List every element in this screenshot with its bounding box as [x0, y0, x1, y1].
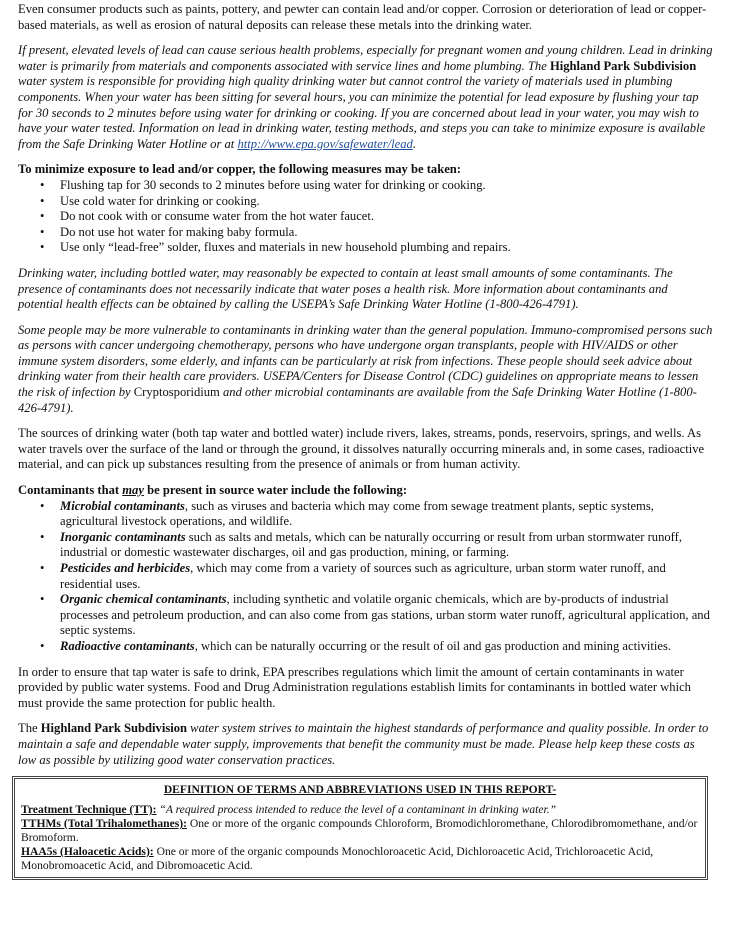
list-item-text: Flushing tap for 30 seconds to 2 minutes before using water for drinking or cooking.	[60, 177, 486, 192]
contaminant-description: , such as viruses and bacteria which may come from sewage treatment plants, septic systems, agricultural livestock operations, and wildlife.	[60, 498, 654, 529]
definition-label: TTHMs (Total Trihalomethanes):	[21, 817, 187, 830]
paragraph-conservation	[18, 721, 715, 768]
definition-label: HAA5s (Haloacetic Acids):	[21, 845, 154, 858]
contaminants-list	[18, 499, 715, 655]
bullet-icon: •	[40, 498, 45, 513]
bullet-icon: •	[40, 592, 45, 607]
list-item	[18, 240, 715, 256]
bullet-icon: •	[40, 177, 45, 192]
contaminant-term: Organic chemical contaminants	[60, 592, 227, 607]
definition-text: One or more of the organic compounds Monochloroacetic Acid, Dichloroacetic Acid, Trichloroacetic Acid, Monobromoacetic Acid, and Dibromoacetic Acid.	[21, 845, 654, 872]
contaminant-description: , which can be naturally occurring or the result of oil and gas production and mining activities.	[194, 638, 672, 653]
bullet-icon: •	[40, 529, 45, 544]
list-item-text: Use only “lead-free” solder, fluxes and materials in new household plumbing and repairs.	[60, 240, 511, 255]
system-name: Highland Park Subdivision	[40, 721, 188, 736]
contaminant-term: Inorganic contaminants	[60, 529, 186, 544]
list-item-text: Do not use hot water for making baby formula.	[60, 224, 298, 239]
list-item-text: Do not cook with or consume water from the hot water faucet.	[60, 209, 375, 224]
definition-label: Treatment Technique (TT):	[21, 803, 157, 816]
contaminant-description: , including synthetic and volatile organic chemicals, which are by-products of industrial processes and petroleum production, and can also come from gas stations, urban storm water runoff, agricultural application, and septic systems.	[60, 592, 710, 638]
text-span: be present in source water include the following:	[143, 483, 408, 498]
text-span: water system strives to maintain the highest standards of performance and quality possible. In order to maintain a safe and dependable water supply, improvements that benefit the community must be made. Please help keep these costs as low as possible by utilizing good water conservation practices.	[18, 721, 709, 767]
bullet-icon: •	[40, 209, 45, 224]
definitions-box	[12, 776, 708, 880]
contaminant-term: Microbial contaminants	[60, 498, 185, 513]
contaminant-description: , which may come from a variety of sources such as agriculture, urban storm water runoff, and residential uses.	[60, 561, 666, 591]
bullet-icon: •	[40, 193, 45, 208]
text-span: Contaminants that	[18, 483, 123, 498]
bullet-icon: •	[40, 240, 45, 255]
list-item-text: Use cold water for drinking or cooking.	[60, 193, 260, 208]
contaminant-description: such as salts and metals, which can be naturally occurring or result from urban stormwater runoff, industrial or domestic wastewater discharges, oil and gas production, mining, or farming.	[60, 529, 682, 560]
definition-tthm	[21, 817, 699, 845]
paragraph-lead-health	[18, 43, 715, 152]
list-item	[18, 178, 715, 194]
paragraph-bottled-water: Drinking water, including bottled water, may reasonably be expected to contain at least small amounts of some contaminants. The presence of contaminants does not necessarily indicate that water poses a health risk. More information about contaminants and potential health effects can be obtained by calling the USEPA’s Safe Drinking Water Hotline (1-800-426-4791).	[18, 265, 673, 312]
organism-name: Cryptosporidium	[133, 385, 220, 400]
paragraph-water-sources: The sources of drinking water (both tap water and bottled water) include rivers, lakes, streams, ponds, reservoirs, springs, and wells. As water travels over the surface of the land or through the ground, it dissolves naturally occurring minerals and, in some cases, radioactive material, and can pick up substances resulting from the presence of animals or from human activity.	[18, 426, 705, 472]
bullet-icon: •	[40, 638, 45, 653]
epa-lead-link[interactable]: http://www.epa.gov/safewater/lead	[237, 136, 413, 151]
list-item	[18, 499, 715, 530]
system-name: Highland Park Subdivision	[549, 58, 697, 73]
definitions-title: DEFINITION OF TERMS AND ABBREVIATIONS USED IN THIS REPORT-	[163, 783, 557, 796]
text-span: Some people may be more vulnerable to contaminants in drinking water than the general population. Immuno-compromised persons such as persons with cancer undergoing chemotherapy, persons who have undergone organ transplants, people with HIV/AIDS or other immune system disorders, some elderly, and infants can be particularly at risk from infections. These people should seek advice about drinking water from their health care providers. USEPA/Centers for Disease Control (CDC) guidelines on appropriate means to lessen the risk of infection by	[18, 322, 713, 400]
definition-haa5	[21, 845, 699, 873]
definition-text: “A required process intended to reduce the level of a contaminant in drinking water.”	[156, 803, 557, 816]
list-item	[18, 225, 715, 241]
list-item	[18, 561, 715, 592]
list-item	[18, 530, 715, 561]
text-span: and other microbial contaminants are available from the Safe Drinking Water Hotline (1-800-426-4791).	[18, 385, 697, 415]
contaminant-term: Radioactive contaminants	[60, 638, 195, 653]
lead-measures-heading: To minimize exposure to lead and/or copper, the following measures may be taken:	[18, 162, 461, 177]
definition-text: One or more of the organic compounds Chloroform, Bromodichloromethane, Chlorodibromomethane, and/or Bromoform.	[21, 817, 698, 844]
list-item	[18, 209, 715, 225]
bullet-icon: •	[40, 561, 45, 575]
text-span: The	[18, 721, 41, 736]
list-item	[18, 592, 715, 639]
paragraph-vulnerable-persons	[18, 323, 715, 417]
text-span: If present, elevated levels of lead can cause serious health problems, especially for pregnant women and young children. Lead in drinking water is primarily from materials and components associated with service lines and home plumbing. The	[18, 43, 713, 73]
text-span: .	[412, 136, 416, 151]
paragraph-epa-regulations: In order to ensure that tap water is safe to drink, EPA prescribes regulations which limit the amount of certain contaminants in water provided by public water systems. Food and Drug Administration regulations establish limits for contaminants in bottled water which must provide the same protection for public health.	[18, 664, 691, 710]
emphasis-may: may	[122, 483, 144, 498]
list-item	[18, 194, 715, 210]
contaminant-term: Pesticides and herbicides	[60, 561, 191, 575]
paragraph-lead-copper-sources: Even consumer products such as paints, pottery, and pewter can contain lead and/or copper. Corrosion or deterioration of lead or copper-based materials, as well as erosion of natural deposits can release these metals into the drinking water.	[18, 2, 707, 32]
lead-measures-list	[18, 178, 715, 256]
report-page	[18, 2, 715, 778]
contaminants-heading	[18, 483, 715, 499]
definition-tt	[21, 803, 699, 817]
bullet-icon: •	[40, 224, 45, 239]
text-span: water system is responsible for providing high quality drinking water but cannot control the variety of materials used in plumbing components. When your water has been sitting for several hours, you can minimize the potential for lead exposure by flushing your tap for 30 seconds to 2 minutes before using water for drinking or cooking. If you are concerned about lead in your water, you may wish to have your water tested. Information on lead in drinking water, testing methods, and steps you can take to minimize exposure is available from the Safe Drinking Water Hotline or at	[18, 74, 706, 151]
list-item	[18, 639, 715, 655]
